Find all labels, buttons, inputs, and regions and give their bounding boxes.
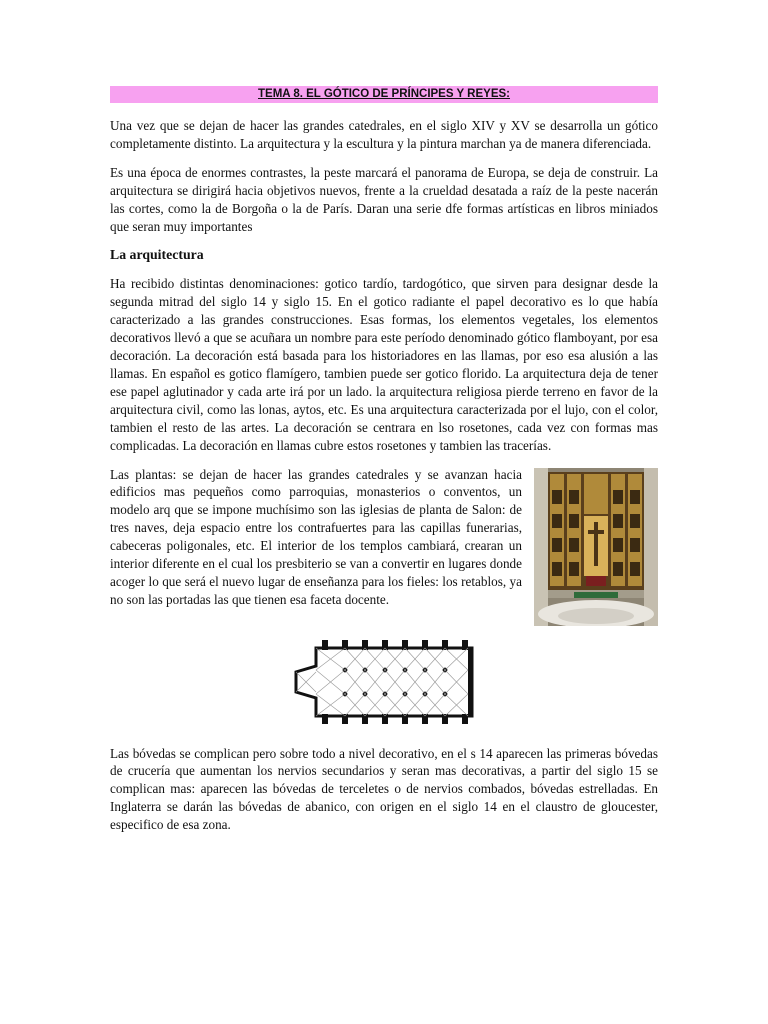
retablo-photo — [534, 468, 658, 626]
document-body — [110, 86, 658, 845]
paragraph-context: Es una época de enormes contrastes, la peste marcará el panorama de Europa, se deja de construir. La arquitectura se dirigirá hacia objetivos nuevos, frente a la crueldad desatada a raíz de la peste nacerán las cortes, como la de Borgoña o la de París. Daran una serie dfe formas artísticas en libros miniados que seran muy importantes — [110, 164, 658, 234]
church-floor-plan — [292, 636, 476, 728]
paragraph-bovedas: Las bóvedas se complican pero sobre todo a nivel decorativo, en el s 14 aparecen las primeras bóvedas de crucería que aumentan los nervios secundarios y seran mas decorativas, a partir del siglo 15 se complican mas: aparecen las bóvedas de terceletes o de nervios combados, bóvedas estrelladas. En Inglaterra se darán las bóvedas de abanico, con origen en el siglo 14 en el claustro de gloucester, especifico de esa zona. — [110, 745, 658, 833]
paragraph-plantas: Las plantas: se dejan de hacer las grandes catedrales y se avanzan hacia edificios mas pequeños como parroquias, monasterios o conventos, un modelo arq que se impone muchísimo son las iglesias de planta de Salon: de tres naves, deja espacio entre los contrafuertes para las capillas funerarias, cabeceras poligonales, etc. El interior de los templos cambiará, crearan un interior diferente en el cual los presbiterio se van a convertir en lugares donde acoger lo que será el nuevo lugar de enseñanza para los fieles: los retablos, ya no son las portadas las que tienen esa faceta docente. — [110, 466, 522, 607]
document-title: TEMA 8. EL GÓTICO DE PRÍNCIPES Y REYES: — [110, 86, 658, 103]
paragraph-denominaciones: Ha recibido distintas denominaciones: gotico tardío, tardogótico, que sirven para designar desde la segunda mitrad del siglo 14 y siglo 15. En el gotico radiante el papel decorativo es lo que había caracterizado a las grandes construcciones. Esas formas, los elementos vegetales, los elementos decorativos llevó a que se acuñara un nombre para este período denominado gótico flamboyant, por esa decoración. La decoración está basada para los historiadores en las llamas, por eso esa alusión a las llamas. En español es gotico flamígero, tambien puede ser gotico florido. La arquitectura deja de tener ese papel aglutinador y cada arte irá por un lado. la arquitectura religiosa pierde terreno en favor de la arquitectura civil, como las lonas, aytos, etc. Es una arquitectura caracterizada por el lujo, con el color, tambien el resto de las artes. La decoración se centrara en lso rosetones, cada vez con formas mas complicadas. La decoración en llamas cubre estos rosetones y tambien las tracerías. — [110, 276, 658, 453]
floor-plan-figure — [110, 636, 658, 733]
paragraph-intro: Una vez que se dejan de hacer las grandes catedrales, en el siglo XIV y XV se desarrolla un gótico completamente distinto. La arquitectura y la escultura y la pintura marchan ya de manera diferenciada. — [110, 118, 658, 151]
section-heading-arquitectura: La arquitectura — [110, 247, 204, 263]
